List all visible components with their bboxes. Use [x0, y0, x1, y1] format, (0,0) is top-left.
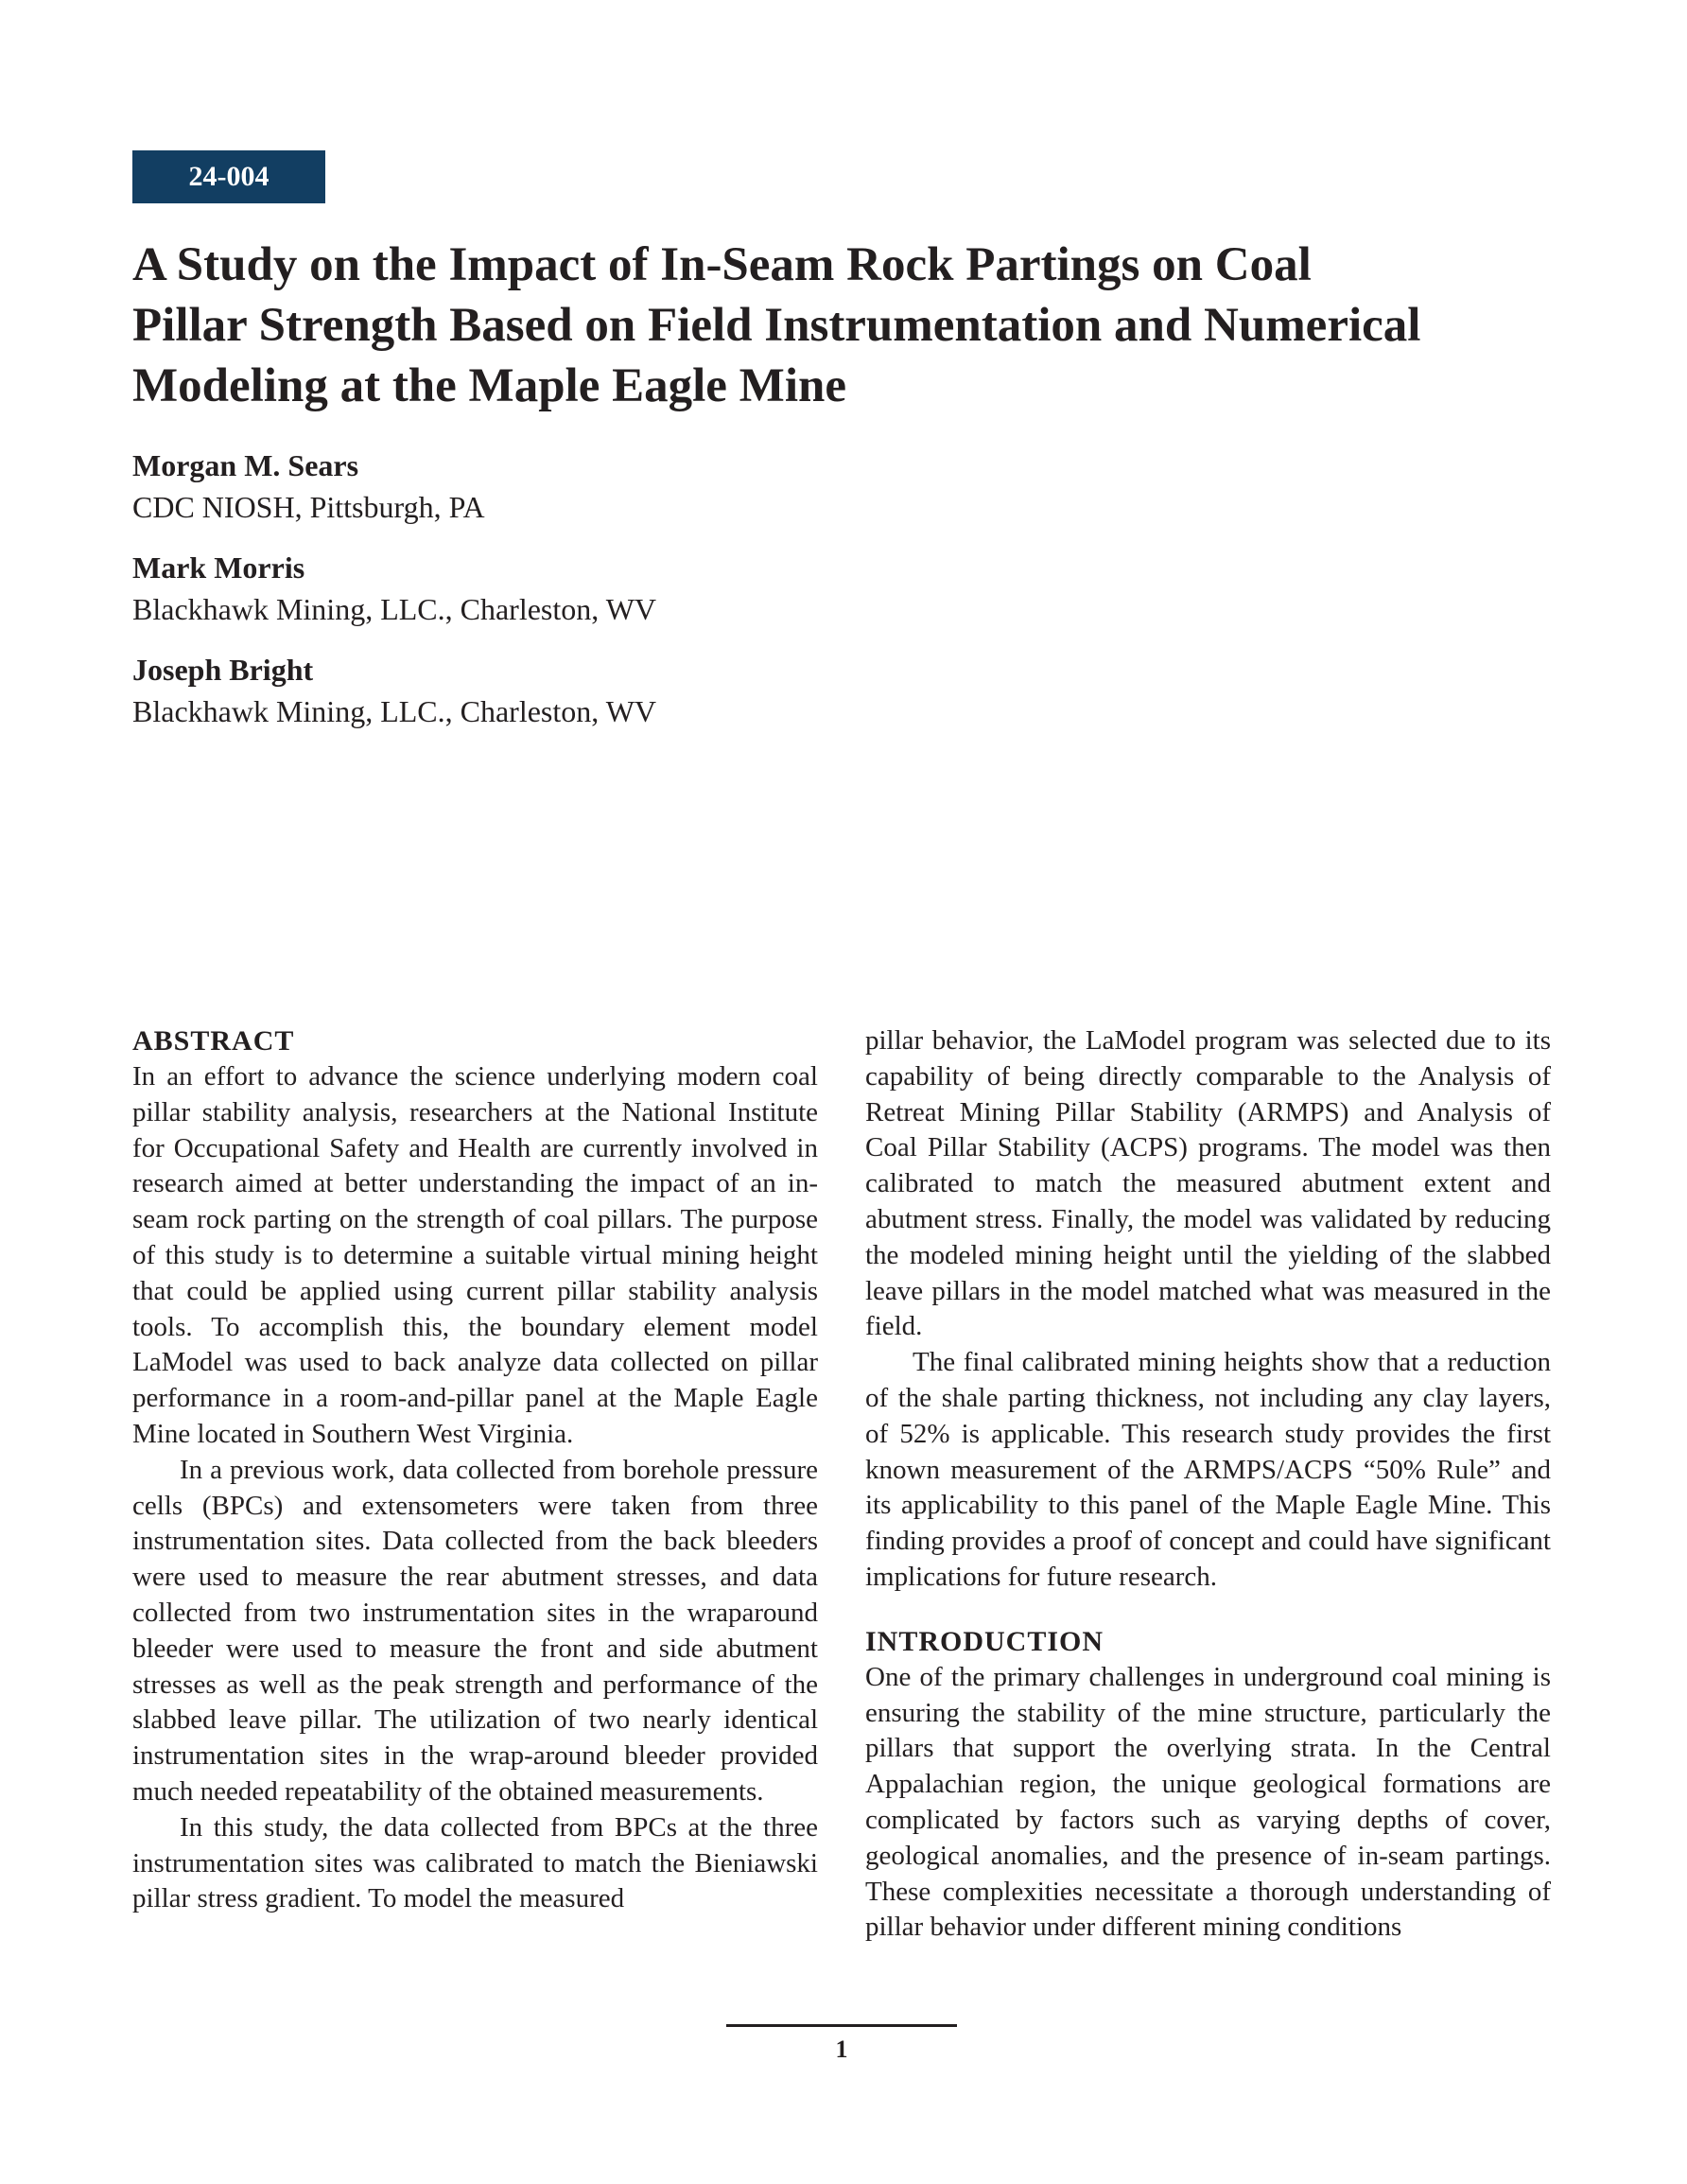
paper-title — [132, 235, 1456, 416]
author-affiliation: Blackhawk Mining, LLC., Charleston, WV — [132, 694, 656, 728]
title-line: Modeling at the Maple Eagle Mine — [132, 359, 846, 412]
abstract-paragraph: In an effort to advance the science underlying modern coal pillar stability analysis, researchers at the National Institute for Occupational Safety and Health are currently involved in research aimed at better understanding the impact of an in-seam rock parting on the strength of coal pillars. The purpose of this study is to determine a suitable virtual mining height that could be applied using current pillar stability analysis tools. To accomplish this, the boundary element model LaModel was used to back analyze data collected on pillar performance in a room-and-pillar panel at the Maple Eagle Mine located in Southern West Virginia. — [132, 1061, 818, 1449]
abstract-heading: ABSTRACT — [132, 1025, 295, 1057]
author-affiliation: CDC NIOSH, Pittsburgh, PA — [132, 490, 485, 524]
introduction-paragraph: One of the primary challenges in underground coal mining is ensuring the stability of the mine structure, particularly the pillars that support the overlying strata. In the Central Appalachian region, the unique geological formations are complicated by factors such as varying depths of cover, geological anomalies, and the presence of in-seam partings. These complexities necessitate a thorough understanding of pillar behavior under different mining conditions — [865, 1661, 1551, 1943]
author-list — [132, 445, 983, 751]
paper-id-badge: 24-004 — [132, 150, 325, 203]
author-affiliation: Blackhawk Mining, LLC., Charleston, WV — [132, 592, 656, 626]
author-block — [132, 445, 983, 528]
author-name: Mark Morris — [132, 550, 305, 585]
author-name: Joseph Bright — [132, 653, 314, 687]
introduction-heading: INTRODUCTION — [865, 1625, 1104, 1657]
abstract-paragraph: In a previous work, data collected from borehole pressure cells (BPCs) and extensometers were taken from three instrumentation sites. Data collected from the back bleeders were used to measure the rear abutment stresses, and data collected from two instrumentation sites in the wraparound bleeder were used to measure the front and side abutment stresses as well as the peak strength and performance of the slabbed leave pillar. The utilization of two nearly identical instrumentation sites in the wrap-around bleeder provided much needed repeatability of the obtained measurements. — [132, 1454, 818, 1807]
title-line: Pillar Strength Based on Field Instrumentation and Numerical — [132, 299, 1421, 352]
title-line: A Study on the Impact of In-Seam Rock Partings on Coal — [132, 238, 1312, 291]
author-name: Morgan M. Sears — [132, 448, 359, 482]
author-block — [132, 649, 983, 732]
abstract-continuation: pillar behavior, the LaModel program was selected due to its capability of being directly comparable to the Analysis of Retreat Mining Pillar Stability (ARMPS) and Analysis of Coal Pillar Stability (ACPS) programs. The model was then calibrated to match the measured abutment extent and abutment stress. Finally, the model was validated by reducing the modeled mining height until the yielding of the slabbed leave pillars in the model matched what was measured in the field. — [865, 1025, 1551, 1342]
abstract-paragraph: The final calibrated mining heights show that a reduction of the shale parting thickness, not including any clay layers, of 52% is applicable. This research study provides the first known measurement of the ARMPS/ACPS “50% Rule” and its applicability to this panel of the Maple Eagle Mine. This finding provides a proof of concept and could have significant implications for future research. — [865, 1347, 1551, 1592]
abstract-paragraph: In this study, the data collected from BPCs at the three instrumentation sites was calibrated to match the Bieniawski pillar stress gradient. To model the measured — [132, 1811, 818, 1914]
right-column — [865, 1023, 1551, 1946]
page-number: 1 — [835, 2035, 848, 2063]
footer-rule — [726, 2024, 957, 2027]
left-column — [132, 1023, 818, 1917]
author-block — [132, 547, 983, 630]
